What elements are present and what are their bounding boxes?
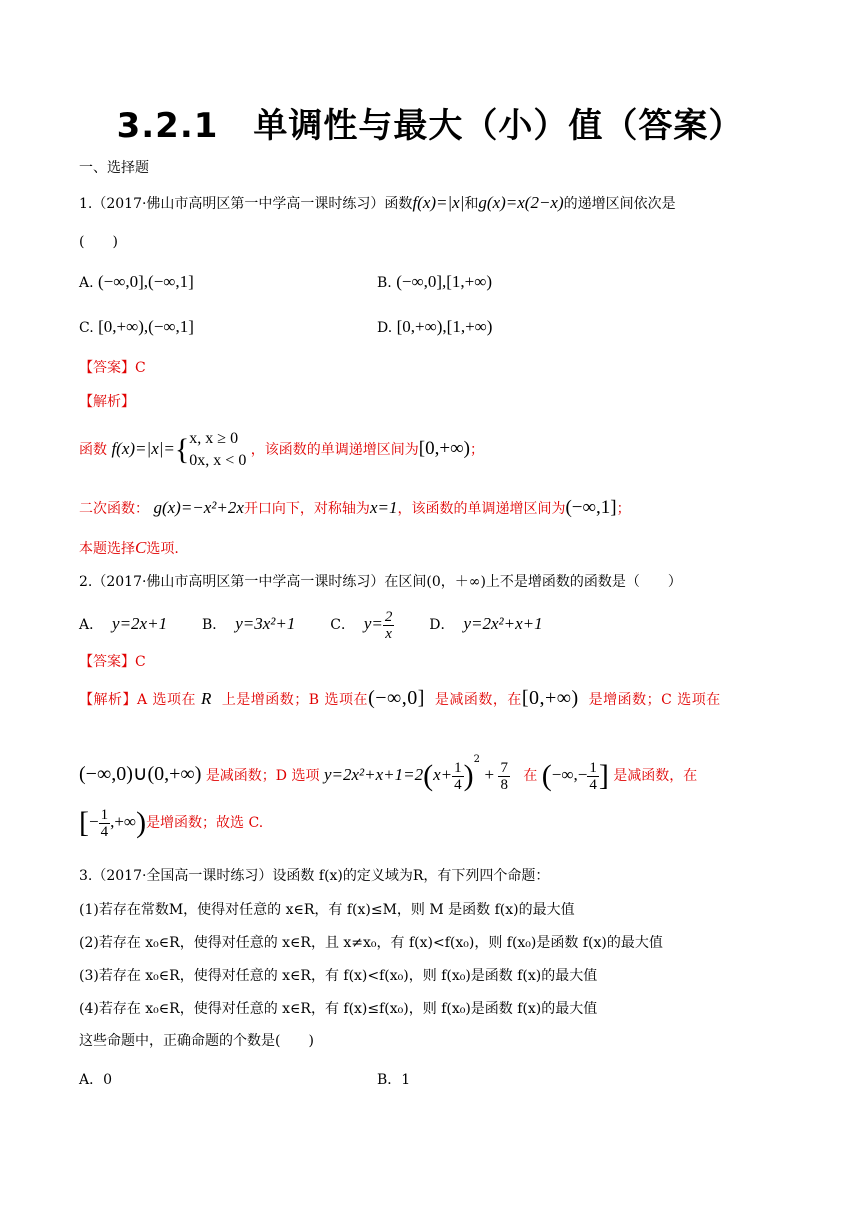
q1-a1-mid: ，该函数的单调递增区间为: [250, 442, 419, 458]
q1-option-d-text: [0,+∞),[1,+∞): [396, 317, 493, 336]
q2-e2-plus: +: [484, 765, 495, 784]
q2-e2-frac1-num: 1: [454, 759, 462, 776]
q1-analysis-tag: 【解析】: [79, 394, 135, 410]
q2-option-d: y=2x²+x+1: [463, 614, 543, 633]
q2-e1-a: A 选项在: [137, 692, 197, 708]
q2-option-c-label: C．: [330, 617, 355, 633]
q1-a1-end: ；: [469, 442, 484, 458]
q2-e1-c: 是减函数，在: [434, 692, 522, 708]
q1-a2-axis: x=1: [369, 498, 398, 517]
q2-e2-fraction1: [452, 760, 464, 793]
q1-option-b-label: B.: [377, 275, 392, 291]
q1-f-expr: f(x)=|x|: [412, 193, 465, 212]
answer-tag: 【答案】: [79, 654, 135, 670]
q2-e2-neg-inf: −∞,−: [551, 765, 588, 784]
q2-options: [79, 606, 543, 643]
q1-a1-expr: f(x)=|x|=: [111, 439, 175, 458]
q2-e2-frac3-num: 1: [589, 759, 597, 776]
q1-analysis-line3: [79, 538, 179, 559]
q1-option-a: [79, 272, 194, 293]
q1-g-expr: g(x)=x(2−x): [478, 193, 564, 212]
section-heading: 一、选择题: [79, 160, 149, 176]
q1-piecewise: [189, 428, 246, 472]
q2-e2-frac2-den: 8: [500, 776, 508, 793]
brace-icon: {: [174, 433, 190, 466]
q1-option-a-text: (−∞,0],(−∞,1]: [98, 272, 194, 291]
q2-option-a: y=2x+1: [112, 614, 168, 633]
q2-e2-square: 2: [473, 754, 480, 765]
right-paren-icon: ): [136, 806, 147, 839]
q1-a2-prefix: 二次函数：: [79, 501, 149, 517]
q1-a2-expr: g(x)=−x²+2x: [153, 498, 244, 517]
q3-option-b: B．1: [377, 1072, 411, 1088]
q1-a1-prefix: 函数: [79, 442, 107, 458]
q2-option-a-label: A．: [79, 617, 104, 633]
q2-e2-b: 在: [523, 768, 538, 784]
q1-a3-suffix: 选项.: [146, 541, 179, 557]
left-paren-icon: (: [423, 759, 434, 792]
q1-option-d-label: D.: [377, 320, 393, 336]
q2-e2-frac3-den: 4: [589, 776, 597, 793]
q2-e1-interval1: (−∞,0]: [368, 687, 425, 709]
q1-stem: [79, 193, 676, 214]
q1-option-b: [377, 272, 492, 293]
q1-a1-interval: [0,+∞): [418, 438, 470, 459]
q1-case1: x, x ≥ 0: [189, 430, 239, 447]
q1-option-b-text: (−∞,0],[1,+∞): [396, 272, 493, 291]
q1-a2-interval: (−∞,1]: [565, 497, 617, 518]
q1-paren: ( ): [79, 234, 118, 250]
q1-answer: [79, 358, 146, 378]
q2-e1-d: 是增函数；C 选项在: [588, 692, 721, 708]
q2-e3-minus: −: [89, 812, 99, 831]
q2-e2-expr: y=2x²+x+1=2: [323, 765, 424, 784]
q1-stem-prefix: 1.（2017·佛山市高明区第一中学高一课时练习）函数: [79, 196, 413, 212]
q3-stem: 3.（2017·全国高一课时练习）设函数 f(x)的定义域为R，有下列四个命题：: [79, 868, 550, 884]
left-bracket-icon: [: [79, 806, 89, 839]
left-paren-icon: (: [541, 759, 552, 792]
right-paren-icon: ): [463, 759, 474, 792]
q2-stem: 2.（2017·佛山市高明区第一中学高一课时练习）在区间(0，＋∞)上不是增函数的函数是（ ）: [79, 574, 682, 590]
q1-analysis-line1: [79, 424, 484, 475]
q1-option-c: [79, 317, 194, 338]
q2-analysis-line1: [79, 688, 721, 710]
q2-e3-fraction: [99, 807, 111, 840]
q1-and: 和: [464, 196, 479, 212]
q2-option-b: y=3x²+1: [235, 614, 296, 633]
q2-e1-r: R: [201, 689, 212, 708]
q2-e3-frac-den: 4: [100, 823, 109, 840]
q2-option-c-fraction: [383, 609, 395, 642]
q1-a2-mid2: ，该函数的单调递增区间为: [397, 501, 566, 517]
q2-e2-frac2-num: 7: [500, 759, 508, 776]
q2-e1-b: 上是增函数；B 选项在: [221, 692, 369, 708]
q1-stem-suffix: 的递增区间依次是: [563, 196, 676, 212]
q3-proposition-2: (2)若存在 x₀∈R，使得对任意的 x∈R，且 x≠x₀，有 f(x)<f(x₀)，则 f(x₀)是函数 f(x)的最大值: [79, 935, 663, 951]
q1-option-c-text: [0,+∞),(−∞,1]: [98, 317, 194, 336]
q2-analysis-line3: [79, 800, 263, 845]
answer-tag: 【答案】: [79, 360, 135, 376]
q2-option-c-den: x: [385, 625, 392, 642]
q2-e3-plus-inf: ,+∞: [110, 812, 137, 831]
q3-proposition-1: (1)若存在常数M，使得对任意的 x∈R，有 f(x)≤M，则 M 是函数 f(x)的最大值: [79, 902, 575, 918]
q2-e3-d: 是增函数；故选 C.: [146, 815, 264, 831]
q3-question: 这些命题中，正确命题的个数是( ): [79, 1033, 314, 1049]
q1-analysis-line2: [79, 498, 631, 519]
q2-e2-x: x+: [433, 765, 453, 784]
q1-case2: 0x, x < 0: [189, 452, 247, 469]
page-title: 3.2.1 单调性与最大（小）值（答案）: [116, 106, 744, 146]
q2-option-c-num: 2: [384, 608, 393, 625]
q3-proposition-3: (3)若存在 x₀∈R，使得对任意的 x∈R，有 f(x)<f(x₀)，则 f(x₀)是函数 f(x)的最大值: [79, 968, 598, 984]
q2-option-c-lhs: y=: [363, 614, 383, 633]
q1-answer-value: C: [135, 360, 146, 376]
q1-a2-mid: 开口向下，对称轴为: [243, 501, 370, 517]
q1-option-d: [377, 317, 492, 338]
q2-e2-c: 是减函数，在: [613, 768, 698, 784]
analysis-tag: 【解析】: [79, 692, 137, 708]
q1-a3-var: C: [135, 538, 147, 557]
q2-answer-value: C: [135, 654, 146, 670]
q2-analysis-line2: [79, 740, 697, 796]
q2-e2-interval: (−∞,0)∪(0,+∞): [79, 763, 202, 785]
q1-option-a-label: A.: [79, 275, 94, 291]
q2-e3-frac-num: 1: [100, 806, 109, 823]
q2-option-d-label: D．: [429, 617, 455, 633]
q3-proposition-4: (4)若存在 x₀∈R，使得对任意的 x∈R，有 f(x)≤f(x₀)，则 f(x₀)是函数 f(x)的最大值: [79, 1001, 598, 1017]
q3-option-a: A．0: [79, 1072, 113, 1088]
q1-option-c-label: C.: [79, 320, 94, 336]
q1-a3-prefix: 本题选择: [79, 541, 135, 557]
q2-e2-frac1-den: 4: [454, 776, 462, 793]
q1-a2-end: ；: [616, 501, 631, 517]
q2-option-b-label: B．: [201, 617, 227, 633]
q2-e2-fraction3: [587, 760, 599, 793]
right-bracket-icon: ]: [598, 759, 609, 792]
q2-e2-fraction2: [498, 760, 510, 793]
q2-e2-a: 是减函数；D 选项: [205, 768, 320, 784]
q2-answer: [79, 652, 146, 672]
q2-e1-interval2: [0,+∞): [521, 687, 579, 709]
